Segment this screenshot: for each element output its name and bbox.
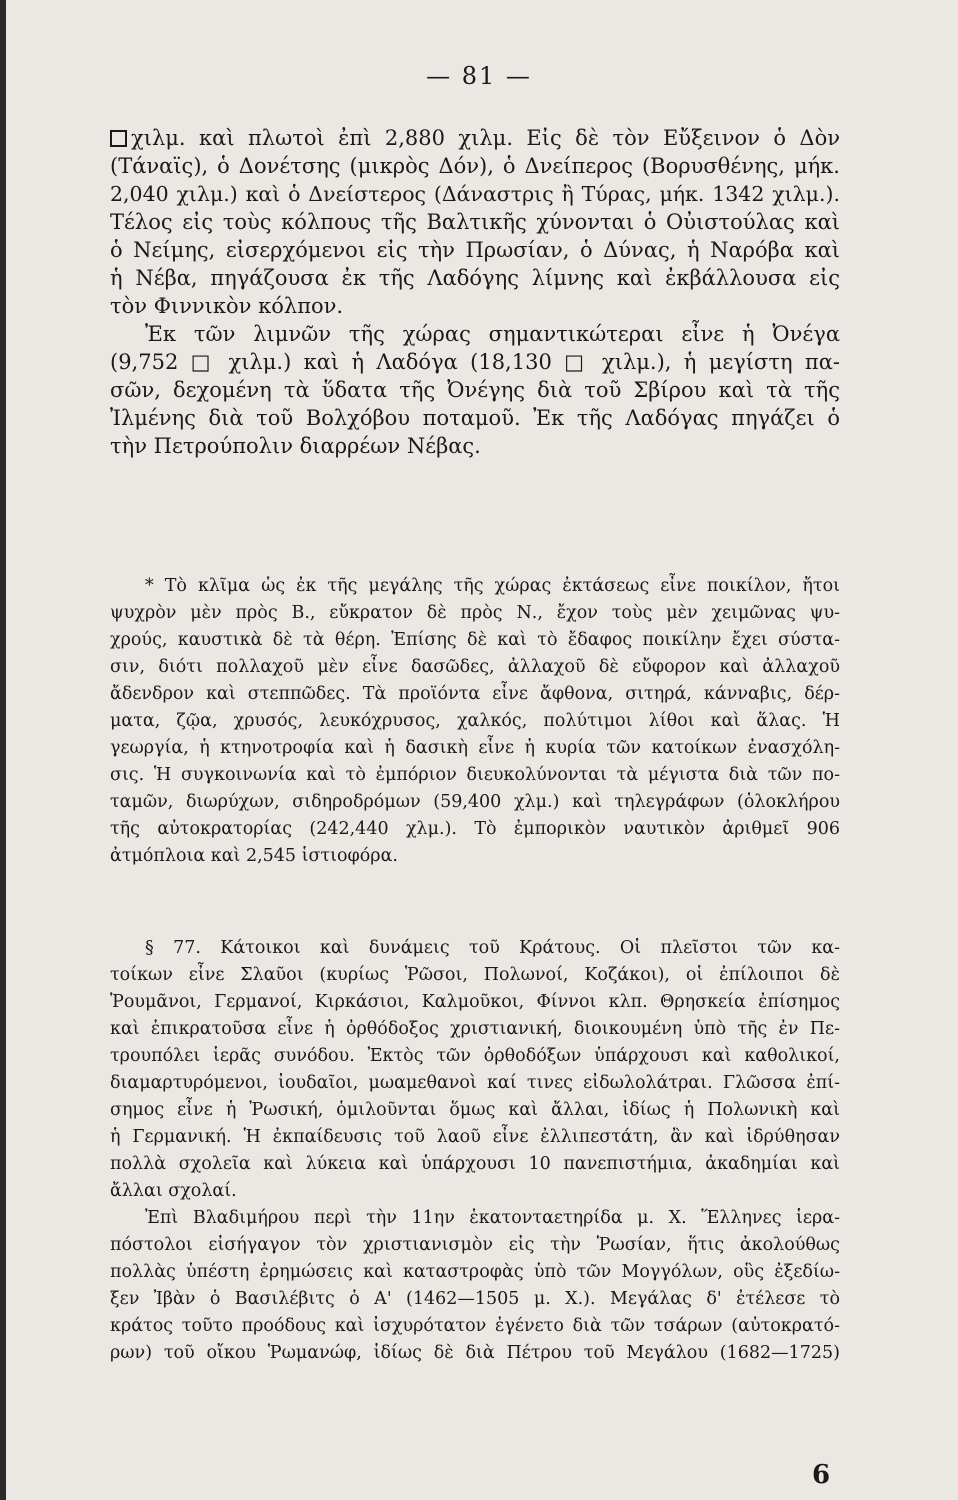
text-line: (Τάναϊς), ὁ Δονέτσης (μικρὸς Δόν), ὁ Δνείπερος (Βορυσθένης, μήκ.: [110, 154, 840, 178]
text-line: Ἰλμένης διὰ τοῦ Βολχόβου ποταμοῦ. Ἐκ τῆς Λαδόγας πηγάζει ὁ: [110, 406, 840, 430]
text-line: (9,752 □ χιλμ.) καὶ ἡ Λαδόγα (18,130 □ χιλμ.), ἡ μεγίστη πα-: [110, 350, 840, 374]
text-line: τοίκων εἶνε Σλαῦοι (κυρίως Ῥῶσοι, Πολωνοί, Κοζάκοι), οἱ ἐπίλοιποι δὲ: [110, 965, 840, 985]
square-symbol-icon: [110, 130, 127, 147]
text-line: 2,040 χιλμ.) καὶ ὁ Δνείστερος (Δάναστρις ἢ Τύρας, μήκ. 1342 χιλμ.).: [110, 182, 840, 206]
text-line: σημος εἶνε ἡ Ῥωσική, ὁμιλοῦνται ὅμως καὶ ἄλλαι, ἰδίως ἡ Πολωνικὴ καὶ: [110, 1100, 840, 1120]
text-line: κράτος τοῦτο προόδους καὶ ἰσχυρότατον ἐγένετο διὰ τῶν τσάρων (αὐτοκρατό-: [110, 1316, 840, 1336]
text-line: ψυχρὸν μὲν πρὸς Β., εὔκρατον δὲ πρὸς Ν., ἔχον τοὺς μὲν χειμῶνας ψυ-: [110, 603, 840, 623]
text-line: τὴν Πετρούπολιν διαρρέων Νέβας.: [110, 434, 481, 458]
printer-signature-mark: 6: [812, 1460, 831, 1490]
text-line: ματα, ζῷα, χρυσός, λευκόχρυσος, χαλκός, πολύτιμοι λίθοι καὶ ἅλας. Ἡ: [110, 711, 840, 731]
text-line: ἡ Γερμανική. Ἡ ἐκπαίδευσις τοῦ λαοῦ εἶνε ἐλλιπεστάτη, ἂν καὶ ἱδρύθησαν: [110, 1127, 840, 1147]
text-line: ρων) τοῦ οἴκου Ῥωμανώφ, ἰδίως δὲ διὰ Πέτρου τοῦ Μεγάλου (1682—1725): [110, 1343, 840, 1363]
text-line: τῆς αὐτοκρατορίας (242,440 χλμ.). Τὸ ἐμπορικὸν ναυτικὸν ἀριθμεῖ 906: [110, 819, 840, 839]
footnote-paragraph: [110, 573, 840, 870]
section-heading-line: § 77. Κάτοικοι καὶ δυνάμεις τοῦ Κράτους. Οἱ πλεῖστοι τῶν κα-: [145, 938, 840, 958]
text-line: χιλμ. καὶ πλωτοὶ ἐπὶ 2,880 χιλμ. Εἰς δὲ τὸν Εὔξεινον ὁ Δὸν: [110, 124, 840, 152]
text-line: πόστολοι εἰσήγαγον τὸν χριστιανισμὸν εἰς τὴν Ῥωσίαν, ἥτις ἀκολούθως: [110, 1235, 840, 1255]
text-line: ξεν Ἰβὰν ὁ Βασιλέβιτς ὁ Α' (1462—1505 μ. Χ.). Μεγάλας δ' ἐτέλεσε τὸ: [110, 1289, 840, 1309]
text-line: ἡ Νέβα, πηγάζουσα ἐκ τῆς Λαδόγης λίμνης καὶ ἐκβάλλουσα εἰς: [110, 266, 840, 290]
text-line: σιν, διότι πολλαχοῦ μὲν εἶνε δασῶδες, ἀλλαχοῦ δὲ εὔφορον καὶ ἀλλαχοῦ: [110, 657, 840, 677]
text-line: * Τὸ κλῖμα ὡς ἐκ τῆς μεγάλης τῆς χώρας ἐκτάσεως εἶνε ποικίλον, ἤτοι: [145, 576, 840, 596]
text-line: χρούς, καυστικὰ δὲ τὰ θέρη. Ἐπίσης δὲ καὶ τὸ ἔδαφος ποικίλην ἔχει σύστα-: [110, 630, 840, 650]
text-line: πολλὰ σχολεῖα καὶ λύκεια καὶ ὑπάρχουσι 10 πανεπιστήμια, ἀκαδημίαι καὶ: [110, 1154, 840, 1174]
text-line: ἀτμόπλοια καὶ 2,545 ἱστιοφόρα.: [110, 846, 398, 866]
page-number: — 81 —: [426, 62, 532, 90]
text-line: γεωργία, ἡ κτηνοτροφία καὶ ἡ δασικὴ εἶνε ἡ κυρία τῶν κατοίκων ἐνασχόλη-: [110, 738, 840, 758]
text-line: σις. Ἡ συγκοινωνία καὶ τὸ ἐμπόριον διευκολύνονται τὰ μέγιστα διὰ τῶν πο-: [110, 765, 840, 785]
text-line: Τέλος εἰς τοὺς κόλπους τῆς Βαλτικῆς χύνονται ὁ Οὐιστούλας καὶ: [110, 210, 840, 234]
text-line: Ἐκ τῶν λιμνῶν τῆς χώρας σημαντικώτεραι εἶνε ἡ Ὀνέγα: [145, 322, 840, 346]
text-line: πολλὰς ὑπέστη ἐρημώσεις καὶ καταστροφὰς ὑπὸ τῶν Μογγόλων, οὓς ἐξεδίω-: [110, 1262, 840, 1282]
main-paragraph: [110, 124, 840, 460]
text-line: τρουπόλει ἱερᾶς συνόδου. Ἐκτὸς τῶν ὀρθοδόξων ὑπάρχουσι καὶ καθολικοί,: [110, 1046, 840, 1066]
text-line: Ἐπὶ Βλαδιμήρου περὶ τὴν 11ην ἑκατονταετηρίδα μ. Χ. Ἕλληνες ἱερα-: [145, 1208, 840, 1228]
text-line: Ῥουμᾶνοι, Γερμανοί, Κιρκάσιοι, Καλμοῦκοι, Φίννοι κλπ. Θρησκεία ἐπίσημος: [110, 992, 840, 1012]
text-line: ἄδενδρον καὶ στεππῶδες. Τὰ προϊόντα εἶνε ἄφθονα, σιτηρά, κάνναβις, δέρ-: [110, 684, 840, 704]
section-77-paragraph: [110, 935, 840, 1367]
text-line: τὸν Φιννικὸν κόλπον.: [110, 294, 344, 318]
text-line: διαμαρτυρόμενοι, ἰουδαῖοι, μωαμεθανοὶ καί τινες εἰδωλολάτραι. Γλῶσσα ἐπί-: [110, 1073, 840, 1093]
text-line: ταμῶν, διωρύχων, σιδηροδρόμων (59,400 χλμ.) καὶ τηλεγράφων (ὁλοκλήρου: [110, 792, 840, 812]
text-line: καὶ ἐπικρατοῦσα εἶνε ἡ ὀρθόδοξος χριστιανική, διοικουμένη ὑπὸ τῆς ἐν Πε-: [110, 1019, 840, 1039]
page-edge: [0, 0, 6, 1500]
text-line: ἄλλαι σχολαί.: [110, 1181, 237, 1201]
text-line: σῶν, δεχομένη τὰ ὕδατα τῆς Ὀνέγης διὰ τοῦ Σβίρου καὶ τὰ τῆς: [110, 378, 840, 402]
text-line: ὁ Νείμης, εἰσερχόμενοι εἰς τὴν Πρωσίαν, ὁ Δύνας, ἡ Ναρόβα καὶ: [110, 238, 840, 262]
